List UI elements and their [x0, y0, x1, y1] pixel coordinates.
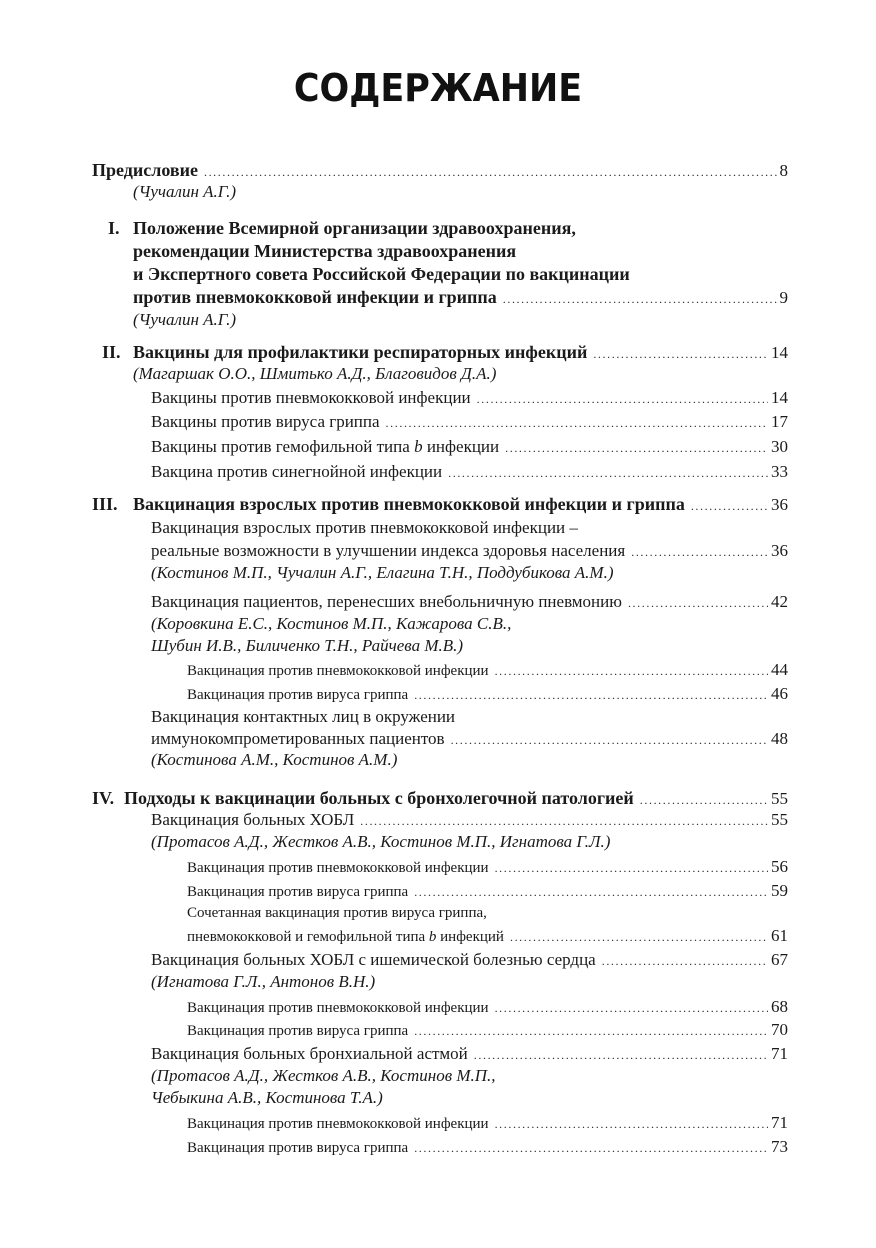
- toc-entry[interactable]: [151, 462, 788, 482]
- entry-title: Вакцинация против пневмококковой инфекции: [187, 1000, 489, 1016]
- entry-authors: Шубин И.В., Биличенко Т.Н., Райчева М.В.): [151, 636, 464, 655]
- toc-entry-section-3[interactable]: [133, 494, 788, 515]
- toc-entry-section-4[interactable]: [124, 788, 788, 809]
- entry-authors: (Чучалин А.Г.): [133, 182, 237, 201]
- page-number: 55: [771, 810, 788, 829]
- entry-authors: (Коровкина Е.С., Костинов М.П., Кажарова С.В.,: [151, 614, 512, 633]
- toc-entry[interactable]: [151, 729, 788, 749]
- page-number: 44: [771, 660, 788, 679]
- leader-dots: [593, 347, 768, 362]
- entry-title: Вакцинация больных ХОБЛ: [151, 810, 355, 829]
- entry-title-line: реальные возможности в улучшении индекса здоровья населения: [151, 541, 626, 560]
- toc-subentry[interactable]: [187, 660, 788, 680]
- leader-dots: [505, 441, 768, 456]
- entry-title: Вакцинация больных бронхиальной астмой: [151, 1044, 468, 1063]
- page-number: 17: [771, 412, 788, 431]
- entry-authors: (Игнатова Г.Л., Антонов В.Н.): [151, 972, 376, 991]
- leader-dots: [414, 1024, 768, 1039]
- title-part: пневмококковой и гемофильной типа: [187, 929, 429, 945]
- page-title: СОДЕРЖАНИЕ: [293, 66, 583, 110]
- entry-title: Вакцинация больных ХОБЛ с ишемической болезнью сердца: [151, 950, 596, 969]
- page-number: 61: [771, 926, 788, 945]
- page-number: 36: [771, 541, 788, 560]
- toc-entry[interactable]: [151, 541, 788, 561]
- leader-dots: [503, 292, 777, 307]
- toc-entry[interactable]: [151, 388, 788, 408]
- entry-title: Вакцинация против пневмококковой инфекции: [187, 663, 489, 679]
- toc-entry-preface[interactable]: [92, 160, 788, 181]
- entry-title: Вакцины против пневмококковой инфекции: [151, 388, 471, 407]
- leader-dots: [414, 688, 768, 703]
- section-title-line[interactable]: Положение Всемирной организации здравоохранения,: [133, 218, 576, 238]
- page-number: 14: [771, 343, 788, 362]
- toc-subentry[interactable]: [187, 926, 788, 946]
- page-number: 48: [771, 729, 788, 748]
- page-number: 14: [771, 388, 788, 407]
- toc-subentry[interactable]: [187, 1137, 788, 1157]
- page-number: 67: [771, 950, 788, 969]
- entry-title: Предисловие: [92, 160, 198, 180]
- section-title-line: против пневмококковой инфекции и гриппа: [133, 287, 497, 307]
- section-title: Вакцинация взрослых против пневмококковой инфекции и гриппа: [133, 494, 685, 514]
- entry-title-line[interactable]: Вакцинация взрослых против пневмококковой инфекции –: [151, 518, 578, 537]
- page-number: 56: [771, 857, 788, 876]
- toc-subentry[interactable]: [187, 1113, 788, 1133]
- entry-title-line[interactable]: Вакцинация контактных лиц в окружении: [151, 707, 456, 726]
- toc-entry[interactable]: [151, 1044, 788, 1064]
- title-part: инфекций: [436, 929, 504, 945]
- entry-title: Вакцинация против вируса гриппа: [187, 687, 409, 703]
- entry-authors: (Костинов М.П., Чучалин А.Г., Елагина Т.Н., Поддубикова А.М.): [151, 563, 614, 582]
- leader-dots: [448, 466, 768, 481]
- toc-subentry[interactable]: [187, 1020, 788, 1040]
- toc-entry[interactable]: [151, 592, 788, 612]
- toc-subentry[interactable]: [187, 857, 788, 877]
- toc-entry[interactable]: [151, 437, 788, 457]
- entry-title-line: иммунокомпрометированных пациентов: [151, 729, 445, 748]
- page-number: 30: [771, 437, 788, 456]
- section-number: IV.: [92, 788, 115, 808]
- entry-title: Вакцинация против вируса гриппа: [187, 1140, 409, 1156]
- page-number: 36: [771, 495, 788, 514]
- leader-dots: [631, 545, 768, 560]
- page-number: 71: [771, 1113, 788, 1132]
- title-part: Вакцины против гемофильной типа: [151, 437, 415, 456]
- page-number: 9: [779, 288, 788, 307]
- leader-dots: [451, 733, 768, 748]
- entry-authors: (Магаршак О.О., Шмитько А.Д., Благовидов Д.А.): [133, 364, 497, 383]
- leader-dots: [640, 793, 768, 808]
- entry-authors: Чебыкина А.В., Костинова Т.А.): [151, 1088, 383, 1107]
- toc-subentry[interactable]: [187, 684, 788, 704]
- entry-title: Вакцины против вируса гриппа: [151, 412, 380, 431]
- entry-title: Вакцинация пациентов, перенесших внебольничную пневмонию: [151, 592, 622, 611]
- toc-subentry[interactable]: [187, 997, 788, 1017]
- entry-title: Вакцинация против вируса гриппа: [187, 884, 409, 900]
- leader-dots: [414, 885, 768, 900]
- leader-dots: [628, 596, 768, 611]
- title-part: инфекции: [422, 437, 500, 456]
- section-title: Вакцины для профилактики респираторных инфекций: [133, 342, 588, 362]
- toc-subentry[interactable]: [187, 881, 788, 901]
- page-number: 33: [771, 462, 788, 481]
- entry-authors: (Протасов А.Д., Жестков А.В., Костинов М.П., Игнатова Г.Л.): [151, 832, 611, 851]
- leader-dots: [360, 814, 768, 829]
- toc-entry[interactable]: [151, 412, 788, 432]
- page-number: 59: [771, 881, 788, 900]
- leader-dots: [414, 1141, 768, 1156]
- leader-dots: [691, 499, 768, 514]
- leader-dots: [204, 165, 777, 180]
- title-italic: b: [414, 437, 423, 456]
- leader-dots: [386, 416, 768, 431]
- toc-entry[interactable]: [151, 950, 788, 970]
- leader-dots: [495, 861, 768, 876]
- leader-dots: [474, 1048, 768, 1063]
- page-number: 73: [771, 1137, 788, 1156]
- toc-entry-section-2[interactable]: [133, 342, 788, 363]
- entry-title: Вакцинация против вируса гриппа: [187, 1023, 409, 1039]
- section-number: I.: [108, 218, 120, 238]
- entry-title-line[interactable]: Сочетанная вакцинация против вируса гриппа,: [187, 905, 487, 921]
- page-number: 68: [771, 997, 788, 1016]
- leader-dots: [477, 392, 768, 407]
- section-title-line[interactable]: и Экспертного совета Российской Федерации по вакцинации: [133, 264, 630, 284]
- entry-title: Вакцина против синегнойной инфекции: [151, 462, 443, 481]
- page-number: 55: [771, 789, 788, 808]
- entry-authors: (Протасов А.Д., Жестков А.В., Костинов М.П.,: [151, 1066, 496, 1085]
- leader-dots: [602, 954, 768, 969]
- entry-title: Вакцинация против пневмококковой инфекции: [187, 1116, 489, 1132]
- page-number: 71: [771, 1044, 788, 1063]
- page-number: 46: [771, 684, 788, 703]
- leader-dots: [495, 664, 768, 679]
- section-title: Подходы к вакцинации больных с бронхолегочной патологией: [124, 788, 634, 808]
- toc-entry[interactable]: [151, 810, 788, 830]
- entry-authors: (Чучалин А.Г.): [133, 310, 237, 329]
- leader-dots: [495, 1001, 768, 1016]
- section-title-line[interactable]: рекомендации Министерства здравоохранения: [133, 241, 517, 261]
- section-number: II.: [102, 342, 121, 362]
- title-italic: b: [428, 929, 437, 945]
- page-number: 70: [771, 1020, 788, 1039]
- toc-entry-section-1[interactable]: [133, 287, 788, 308]
- section-number: III.: [92, 494, 118, 514]
- entry-title-line: [187, 929, 504, 946]
- leader-dots: [495, 1117, 768, 1132]
- entry-title: [151, 437, 499, 457]
- entry-authors: (Костинова А.М., Костинов А.М.): [151, 750, 398, 769]
- page-number: 8: [779, 161, 788, 180]
- leader-dots: [510, 930, 768, 945]
- entry-title: Вакцинация против пневмококковой инфекции: [187, 860, 489, 876]
- page-number: 42: [771, 592, 788, 611]
